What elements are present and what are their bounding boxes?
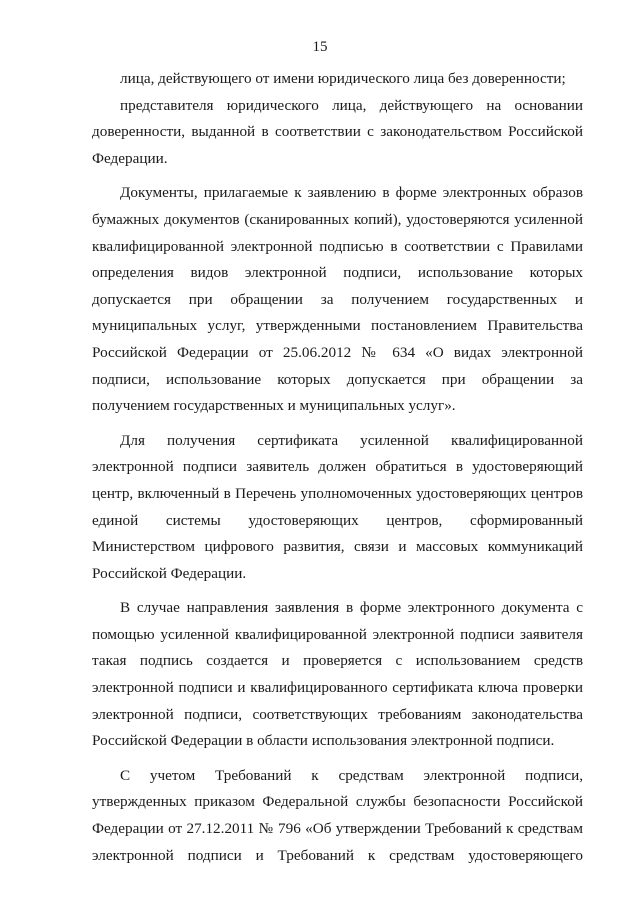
document-body: [92, 66, 583, 869]
paragraph-4: Для получения сертификата усиленной квалифицированной электронной подписи заявитель должен обратиться в удостоверяющий центр, включенный в Перечень уполномоченных удостоверяющих центров единой системы удостоверяющих центров, сформированный Министерством цифрового развития, связи и массовых коммуникаций Российской Федерации.: [92, 431, 583, 582]
paragraph-5: В случае направления заявления в форме электронного документа с помощью усиленной квалифицированной электронной подписи заявителя такая подпись создается и проверяется с использованием средств электронной подписи и квалифицированного сертификата ключа проверки электронной подписи, соответствующих требованиям законодательства Российской Федерации в области использования электронной подписи.: [92, 599, 583, 750]
paragraph-3: Документы, прилагаемые к заявлению в форме электронных образов бумажных документов (сканированных копий), удостоверяются усиленной квалифицированной электронной подписью в соответствии с Правилами определения видов электронной подписи, использование которых допускается при обращении за получением государственных и муниципальных услуг, утвержденными постановлением Правительства Российской Федерации от 25.06.2012 № 634 «О видах электронной подписи, использование которых допускается при обращении за получением государственных и муниципальных услуг».: [92, 184, 583, 415]
paragraph-6: С учетом Требований к средствам электронной подписи, утвержденных приказом Федеральной службы безопасности Российской Федерации от 27.12.2011 № 796 «Об утверждении Требований к средствам электронной подписи и Требований к средствам удостоверяющего: [92, 766, 583, 864]
paragraph-1: лица, действующего от имени юридического лица без доверенности;: [120, 70, 566, 87]
page-number: 15: [312, 39, 328, 55]
paragraph-2: представителя юридического лица, действующего на основании доверенности, выданной в соответствии с законодательством Российской Федерации.: [92, 96, 583, 167]
